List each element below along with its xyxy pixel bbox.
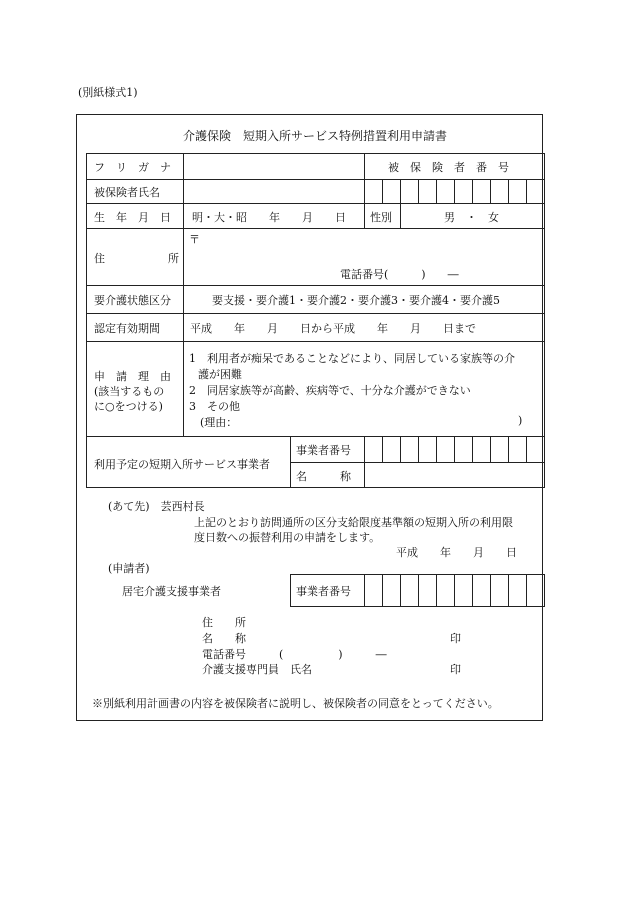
applicant-name-label: 名 称 bbox=[202, 632, 246, 645]
address-label-1: 住 bbox=[94, 252, 105, 265]
postal-mark: 〒 bbox=[189, 233, 200, 246]
reason-label-2: (該当するもの bbox=[94, 385, 165, 398]
gender-value: 男 ・ 女 bbox=[444, 211, 499, 224]
care-manager-label: 介護支援専門員 氏名 bbox=[202, 663, 312, 676]
insured-name-field[interactable] bbox=[184, 180, 364, 203]
business-number-label: 事業者番号 bbox=[296, 444, 351, 457]
insured-number-label: 被 保 険 者 番 号 bbox=[388, 161, 509, 174]
validity-label: 認定有効期間 bbox=[94, 322, 160, 335]
address-label-2: 所 bbox=[168, 252, 179, 265]
furigana-label: フ リ ガ ナ bbox=[94, 161, 171, 174]
reason-other: (理由： bbox=[200, 416, 238, 429]
business-number-label-2: 事業者番号 bbox=[296, 585, 351, 598]
gender-label: 性別 bbox=[370, 211, 392, 224]
care-support-provider-label: 居宅介護支援事業者 bbox=[122, 585, 221, 598]
application-form bbox=[76, 114, 543, 721]
reason-2: 2 同居家族等が高齢、疾病等で、十分な介護ができない bbox=[189, 384, 471, 397]
furigana-field[interactable] bbox=[184, 154, 364, 179]
care-level-label: 要介護状態区分 bbox=[94, 294, 171, 307]
date-line: 平成 年 月 日 bbox=[396, 546, 517, 559]
footnote: ※別紙利用計画書の内容を被保険者に説明し、被保険者の同意をとってください。 bbox=[92, 697, 499, 710]
validity-value: 平成 年 月 日から平成 年 月 日まで bbox=[190, 322, 476, 335]
addressee: (あて先) 芸西村長 bbox=[108, 500, 205, 513]
provider-name-label: 名 称 bbox=[296, 470, 351, 483]
seal-mark-2: 印 bbox=[450, 663, 461, 676]
care-level-value: 要支援・要介護1・要介護2・要介護3・要介護4・要介護5 bbox=[212, 294, 500, 307]
reason-1b: 護が困難 bbox=[198, 368, 242, 381]
birthdate-label: 生 年 月 日 bbox=[94, 211, 171, 224]
applicant-address-label: 住 所 bbox=[202, 616, 246, 629]
statement-line-1: 上記のとおり訪問通所の区分支給限度基準額の短期入所の利用限 bbox=[194, 516, 513, 529]
applicant-phone-label: 電話番号 ( ) ― bbox=[202, 648, 387, 661]
reason-3: 3 その他 bbox=[189, 400, 240, 413]
reason-label-3: に○をつける) bbox=[94, 400, 163, 413]
provider-label: 利用予定の短期入所サービス事業者 bbox=[94, 458, 270, 471]
statement-line-2: 度日数への振替利用の申請をします。 bbox=[194, 531, 381, 544]
reason-label-1: 申 請 理 由 bbox=[94, 370, 171, 383]
reason-1a: 1 利用者が痴呆であることなどにより、同居している家族等の介 bbox=[189, 352, 515, 365]
seal-mark-1: 印 bbox=[450, 632, 461, 645]
phone-line: 電話番号( ) ― bbox=[340, 268, 459, 281]
birthdate-value: 明・大・昭 年 月 日 bbox=[192, 211, 346, 224]
insured-name-label: 被保険者氏名 bbox=[94, 186, 160, 199]
reason-close: ) bbox=[518, 414, 523, 427]
form-code: (別紙様式1) bbox=[78, 86, 138, 99]
applicant-label: (申請者) bbox=[108, 562, 150, 575]
form-title: 介護保険 短期入所サービス特例措置利用申請書 bbox=[182, 129, 447, 143]
